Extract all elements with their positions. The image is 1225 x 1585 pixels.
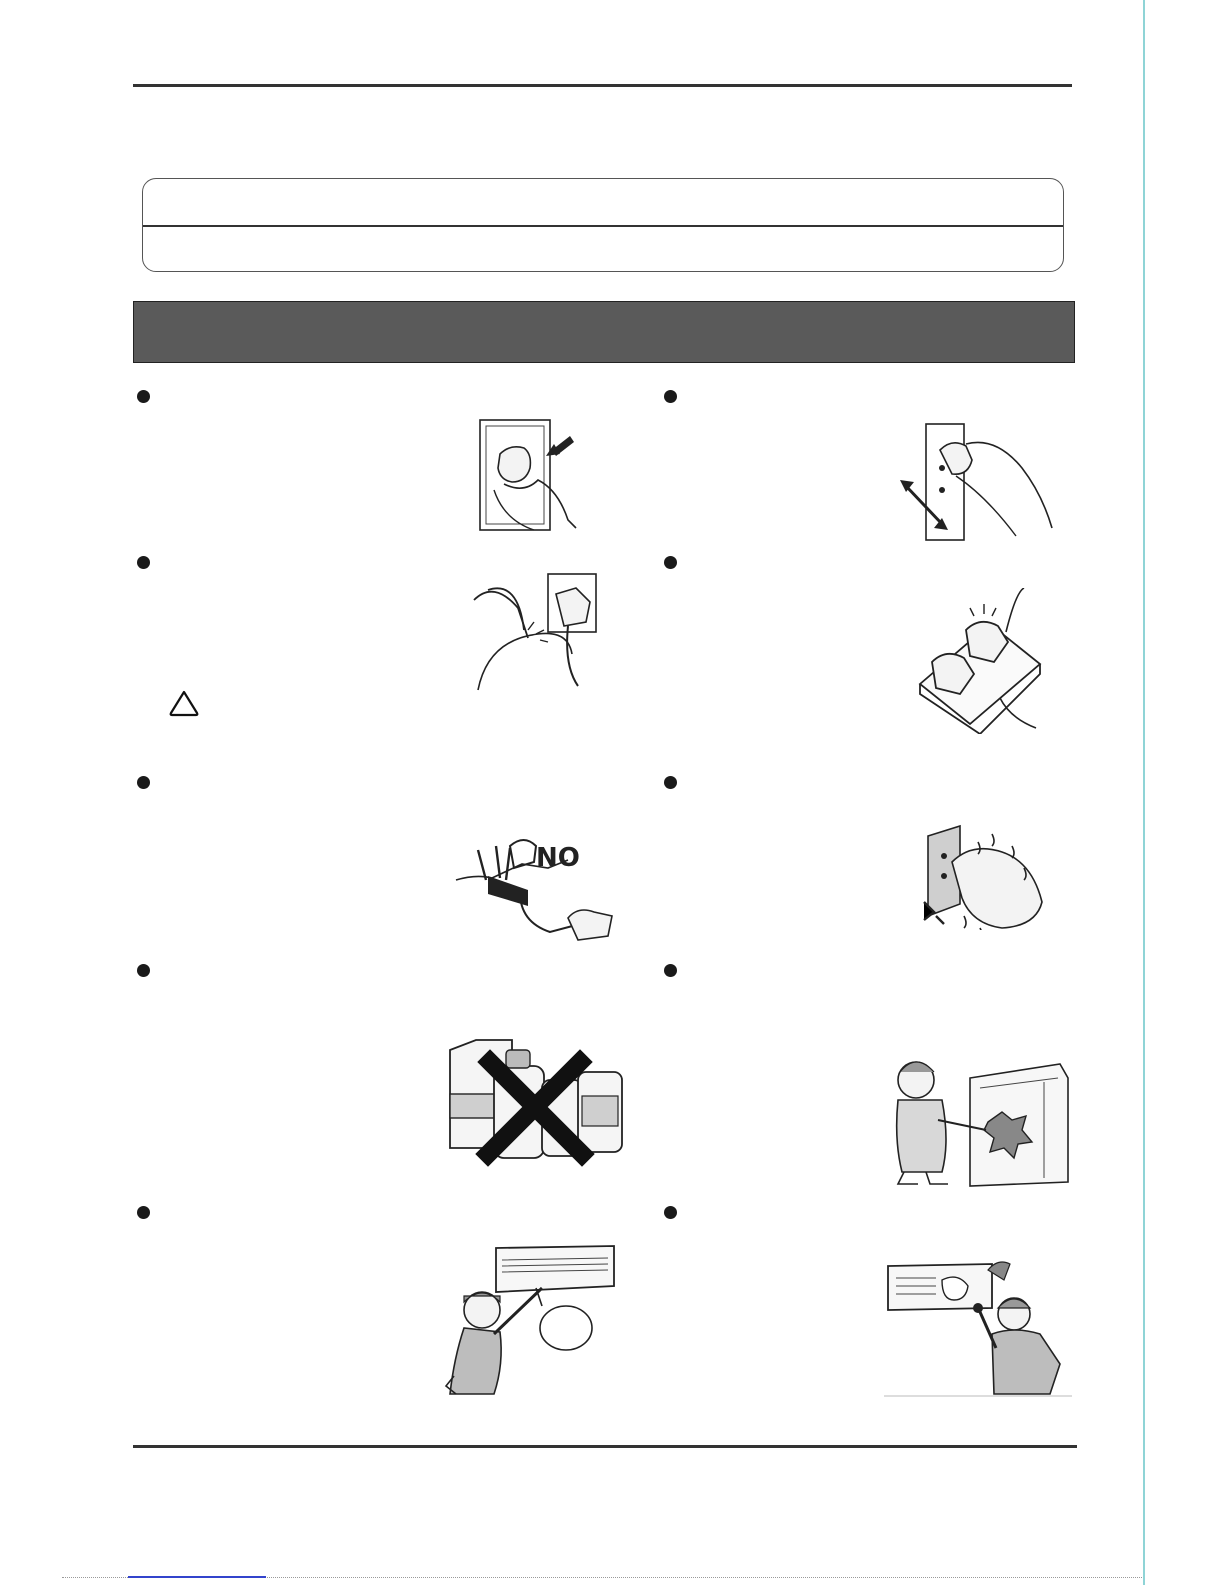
page-edge-line (1143, 0, 1145, 1585)
wet-hands-icon (918, 822, 1046, 930)
bullet-5 (137, 776, 150, 789)
bullet-9 (137, 1206, 150, 1219)
bullet-10 (664, 1206, 677, 1219)
notice-box (142, 178, 1064, 272)
bullet-8 (664, 964, 677, 977)
multi-outlet-icon (910, 588, 1046, 734)
section-header-bar (133, 301, 1075, 363)
bullet-1 (137, 390, 150, 403)
bottom-link-underline (128, 1576, 266, 1578)
indoor-unit-service-icon (884, 1256, 1072, 1398)
top-rule (133, 84, 1072, 87)
flammable-spray-icon (446, 1036, 624, 1168)
triangle-icon (168, 689, 200, 717)
bullet-6 (664, 776, 677, 789)
outdoor-unit-fan-icon (884, 1052, 1072, 1190)
bullet-4 (664, 556, 677, 569)
bullet-7 (137, 964, 150, 977)
cord-pull-icon (448, 832, 616, 944)
bottom-rule (133, 1445, 1077, 1448)
notice-divider (143, 225, 1063, 227)
cord-cut-icon (468, 570, 604, 694)
bullet-2 (664, 390, 677, 403)
indoor-unit-hanging-icon (442, 1244, 618, 1402)
bullet-3 (137, 556, 150, 569)
svg-text:NO: NO (536, 843, 580, 873)
plug-pull-icon (896, 420, 1056, 544)
plug-insert-icon (474, 414, 594, 536)
